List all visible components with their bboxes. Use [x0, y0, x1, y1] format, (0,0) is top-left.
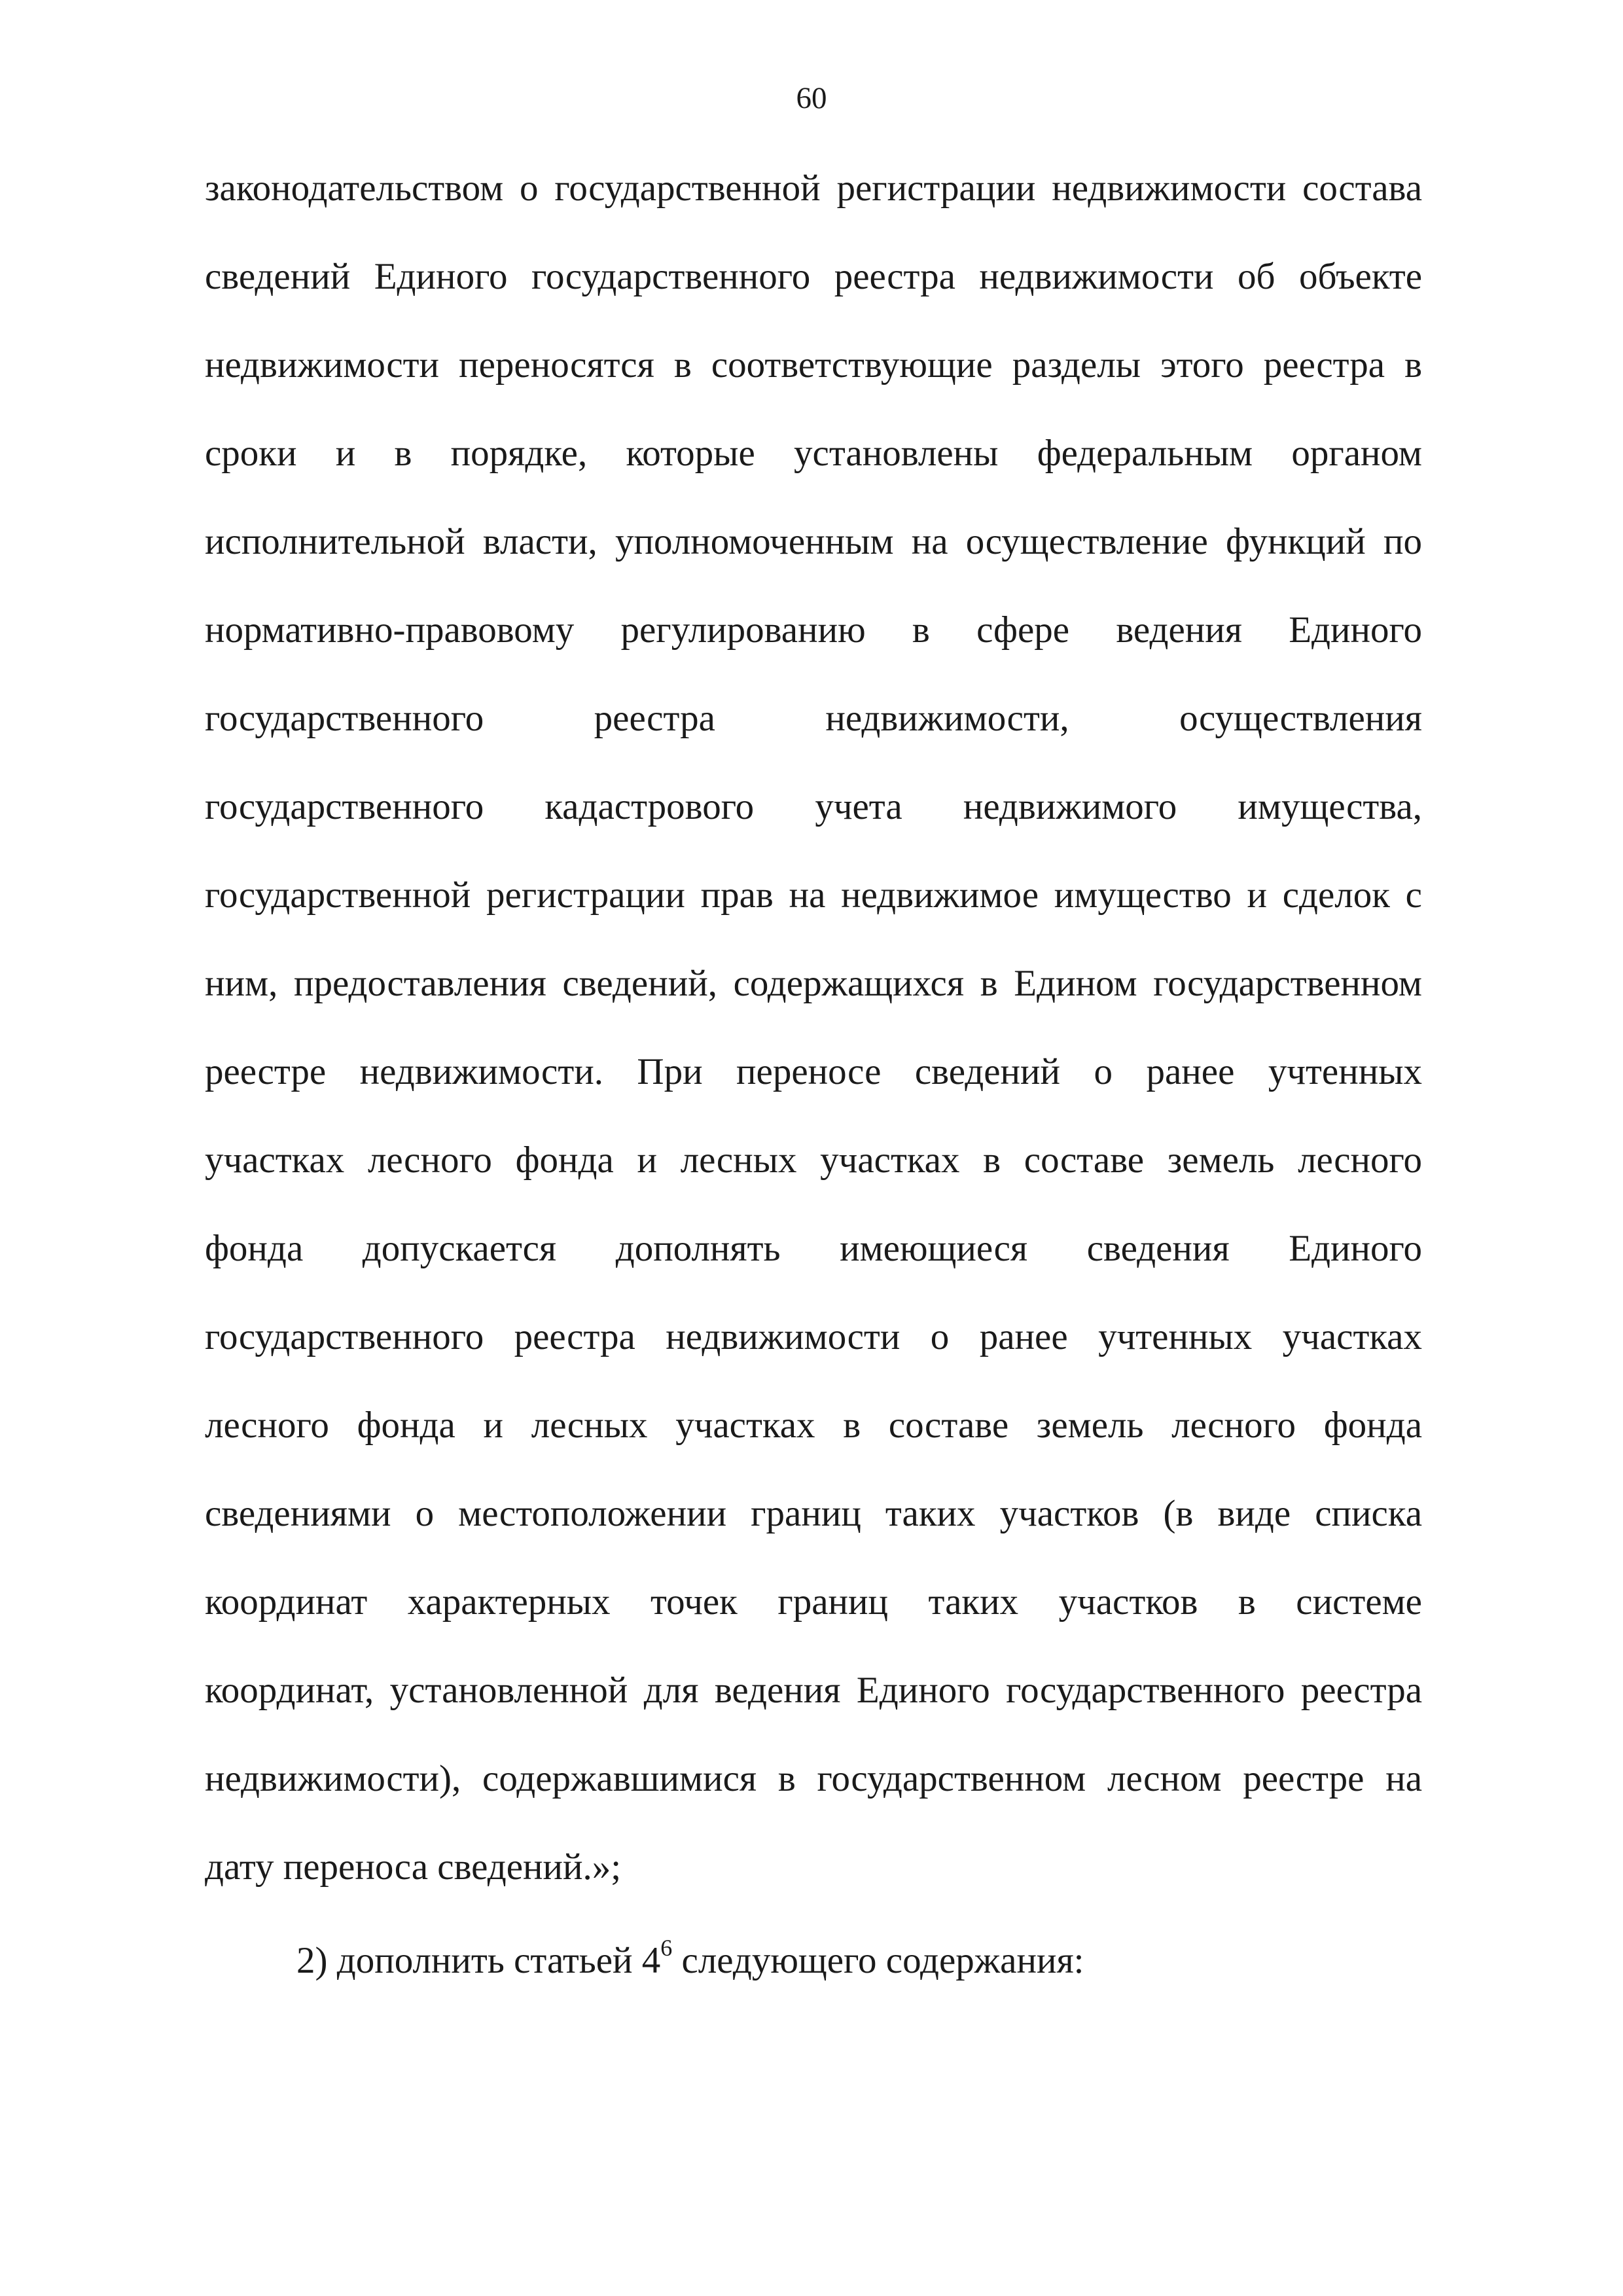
text-line: недвижимости), содержавшимися в государственном лесном реестре на — [205, 1758, 1422, 1799]
text-line: участках лесного фонда и лесных участках в составе земель лесного — [205, 1139, 1422, 1181]
text-line: лесного фонда и лесных участках в составе земель лесного фонда — [205, 1405, 1422, 1446]
article-superscript: 6 — [660, 1935, 673, 1961]
text-line: ним, предоставления сведений, содержащихся в Едином государственном — [205, 963, 1422, 1004]
text-line: реестре недвижимости. При переносе сведений о ранее учтенных — [205, 1051, 1422, 1092]
text-line: координат характерных точек границ таких участков в системе — [205, 1581, 1422, 1623]
list-item-prefix: 2) дополнить статьей 4 — [296, 1940, 661, 1981]
text-line: дату переноса сведений.»; — [205, 1846, 622, 1888]
text-line: нормативно-правовому регулированию в сфере ведения Единого — [205, 609, 1422, 651]
text-line: сведений Единого государственного реестра недвижимости об объекте — [205, 256, 1422, 297]
text-line: недвижимости переносятся в соответствующие разделы этого реестра в — [205, 344, 1422, 386]
list-item-suffix: следующего содержания: — [672, 1940, 1084, 1981]
list-item-2 — [296, 1916, 1084, 2005]
page-number: 60 — [796, 81, 827, 115]
text-line: фонда допускается дополнять имеющиеся сведения Единого — [205, 1228, 1422, 1269]
text-line: законодательством о государственной регистрации недвижимости состава — [205, 168, 1422, 209]
text-line: государственного кадастрового учета недвижимого имущества, — [205, 786, 1422, 827]
text-line: сроки и в порядке, которые установлены федеральным органом — [205, 433, 1422, 474]
text-line: координат, установленной для ведения Единого государственного реестра — [205, 1670, 1422, 1711]
text-line: государственной регистрации прав на недвижимое имущество и сделок с — [205, 874, 1422, 916]
text-line: государственного реестра недвижимости о ранее учтенных участках — [205, 1316, 1422, 1357]
text-line: государственного реестра недвижимости, осуществления — [205, 698, 1422, 739]
text-line: исполнительной власти, уполномоченным на осуществление функций по — [205, 521, 1422, 562]
body-paragraph — [205, 144, 1422, 1911]
text-line: сведениями о местоположении границ таких участков (в виде списка — [205, 1493, 1422, 1534]
